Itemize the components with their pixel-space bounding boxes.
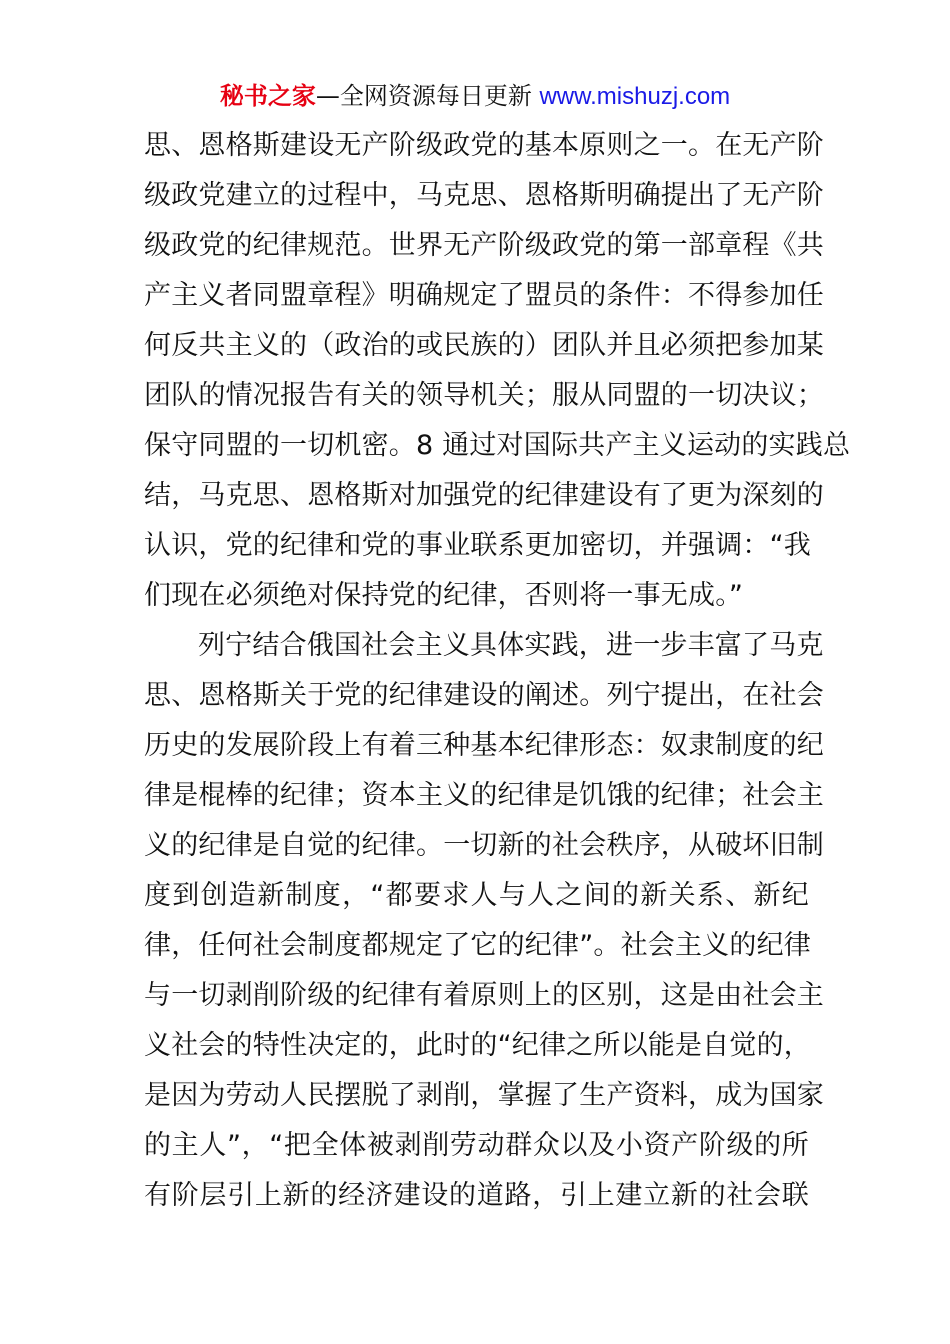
site-url-link[interactable]: www.mishuzj.com xyxy=(539,83,731,110)
text-line: 律，任何社会制度都规定了它的纪律”。社会主义的纪律 xyxy=(144,930,811,961)
text-line: 认识，党的纪律和党的事业联系更加密切，并强调：“我 xyxy=(144,530,811,561)
paragraph-1 xyxy=(144,121,851,621)
text-line: 团队的情况报告有关的领导机关；服从同盟的一切决议； xyxy=(144,380,824,411)
text-line: 产主义者同盟章程》明确规定了盟员的条件：不得参加任 xyxy=(144,280,824,311)
paragraph-2 xyxy=(144,621,824,1221)
text-line: 级政党建立的过程中，马克思、恩格斯明确提出了无产阶 xyxy=(144,180,824,211)
text-line: 义社会的特性决定的，此时的“纪律之所以能是自觉的， xyxy=(144,1030,811,1061)
text-line: 是因为劳动人民摆脱了剥削，掌握了生产资料，成为国家 xyxy=(144,1080,824,1111)
text-line: 何反共主义的（政治的或民族的）团队并且必须把参加某 xyxy=(144,330,824,361)
site-header xyxy=(0,80,950,113)
text-line: 们现在必须绝对保持党的纪律，否则将一事无成。” xyxy=(144,580,744,611)
text-line: 保守同盟的一切机密。8 通过对国际共产主义运动的实践总 xyxy=(144,430,851,461)
document-body xyxy=(144,121,851,1221)
site-brand: 秘书之家 xyxy=(219,82,316,110)
text-line: 结，马克思、恩格斯对加强党的纪律建设有了更为深刻的 xyxy=(144,480,824,511)
text-line: 度到创造新制度，“都要求人与人之间的新关系、新纪 xyxy=(144,880,809,911)
text-line: 思、恩格斯建设无产阶级政党的基本原则之一。在无产阶 xyxy=(144,130,824,161)
text-line: 思、恩格斯关于党的纪律建设的阐述。列宁提出，在社会 xyxy=(144,680,824,711)
text-line: 律是棍棒的纪律；资本主义的纪律是饥饿的纪律；社会主 xyxy=(144,780,824,811)
text-line: 历史的发展阶段上有着三种基本纪律形态：奴隶制度的纪 xyxy=(144,730,824,761)
text-line: 有阶层引上新的经济建设的道路，引上建立新的社会联 xyxy=(144,1180,809,1211)
text-line: 列宁结合俄国社会主义具体实践，进一步丰富了马克 xyxy=(198,630,824,661)
text-line: 的主人”，“把全体被剥削劳动群众以及小资产阶级的所 xyxy=(144,1130,809,1161)
text-line: 与一切剥削阶级的纪律有着原则上的区别，这是由社会主 xyxy=(144,980,824,1011)
text-line: 级政党的纪律规范。世界无产阶级政党的第一部章程《共 xyxy=(144,230,824,261)
text-line: 义的纪律是自觉的纪律。一切新的社会秩序，从破坏旧制 xyxy=(144,830,824,861)
site-tagline: —全网资源每日更新 xyxy=(315,82,540,110)
